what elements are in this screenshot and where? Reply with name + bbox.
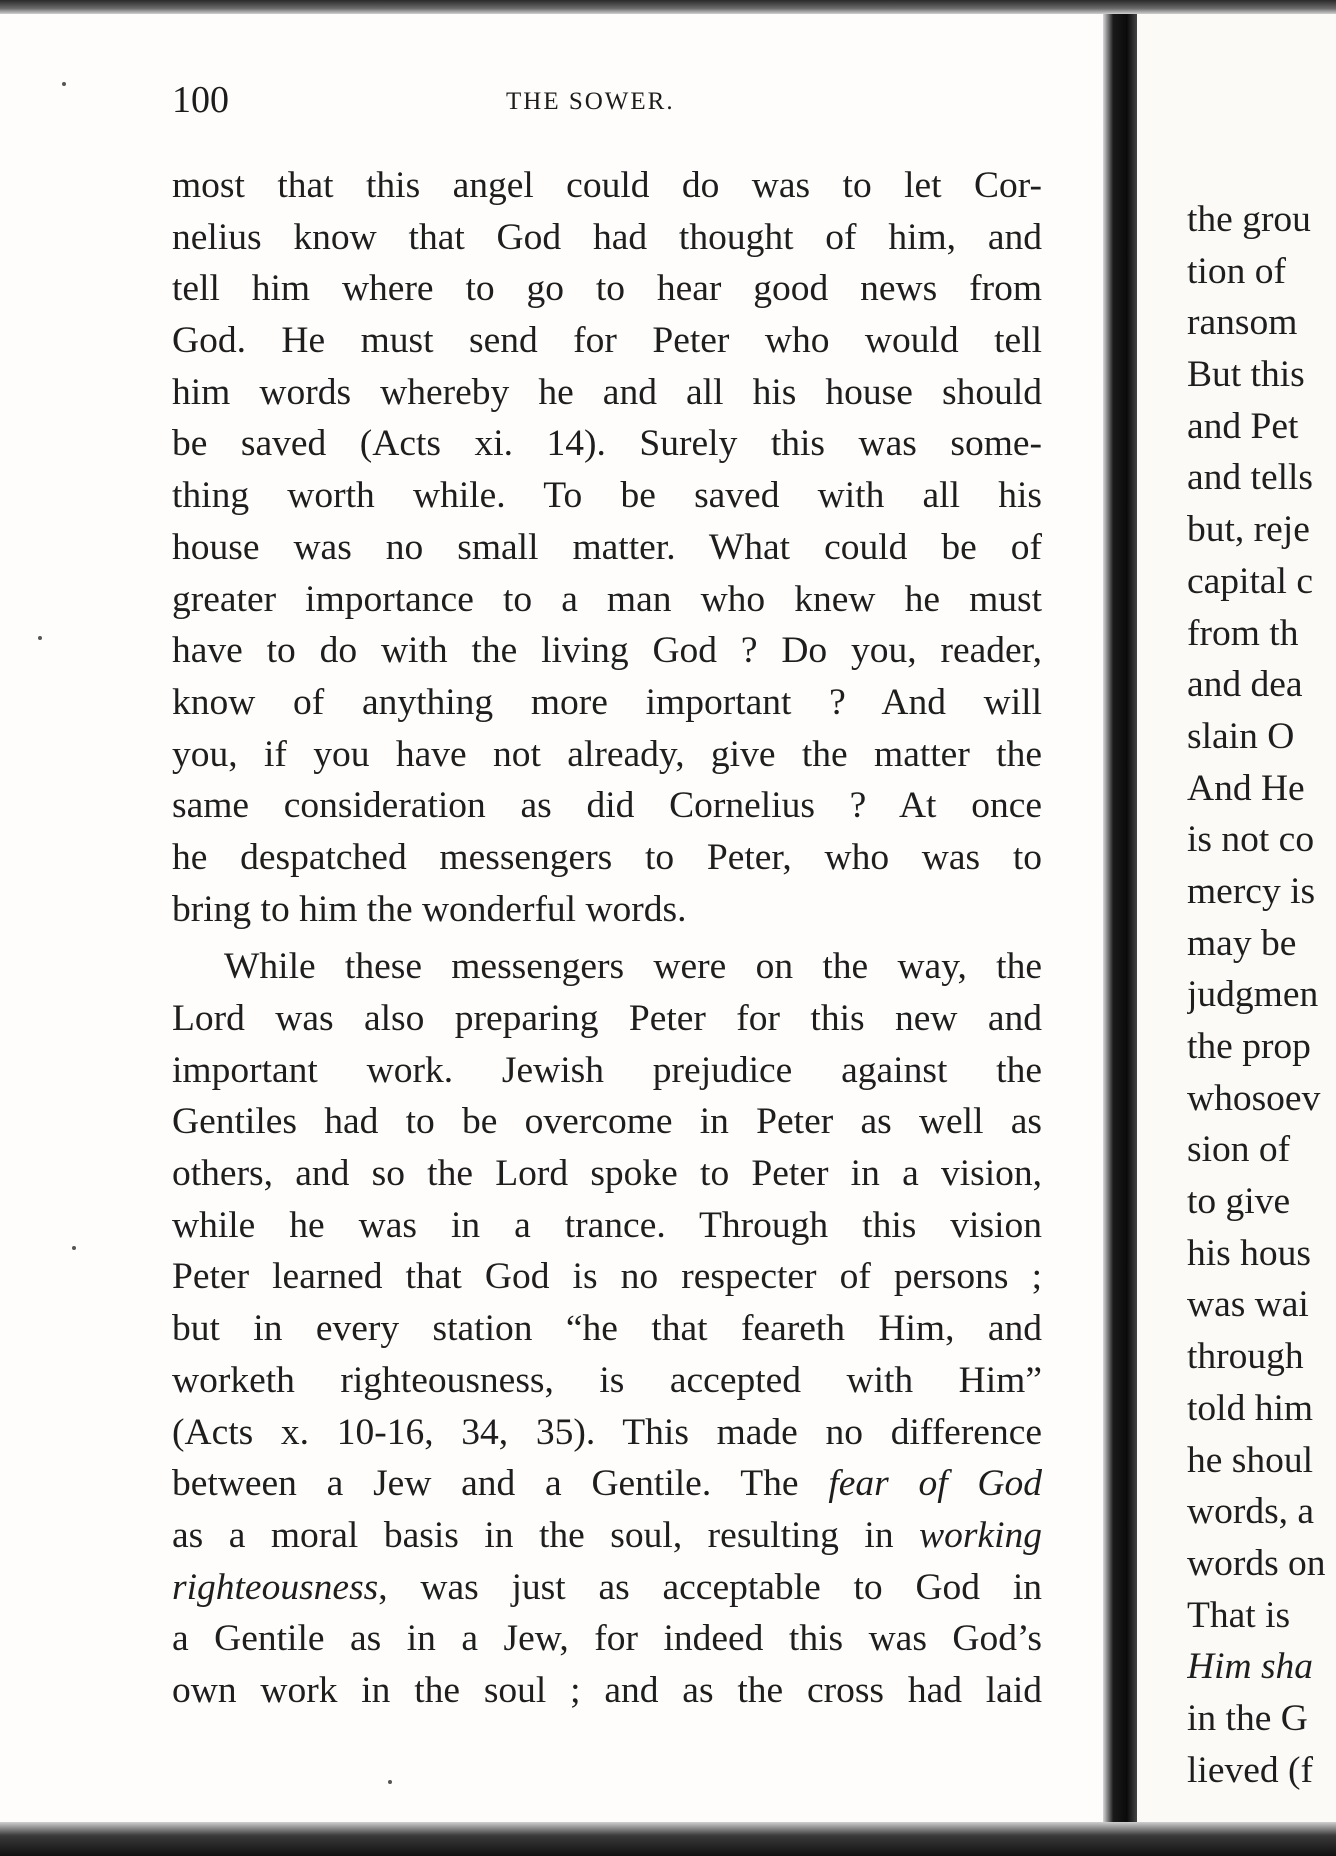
text-line: to give	[1187, 1181, 1291, 1223]
text-line: Lord was also preparing Peter for this new and	[172, 998, 1042, 1039]
body-text	[172, 160, 1042, 1717]
page-number: 100	[172, 79, 229, 121]
text-line: house was no small matter. What could be of	[172, 526, 1042, 568]
text-line: Gentiles had to be overcome in Peter as well as	[172, 1101, 1042, 1143]
text-line: And He	[1187, 767, 1305, 809]
text-line: thing worth while. To be saved with all his	[172, 475, 1042, 517]
text-line: That is	[1187, 1594, 1291, 1636]
text-line: he despatched messengers to Peter, who was to	[172, 836, 1042, 878]
text-line: Peter learned that God is no respecter of persons ;	[172, 1256, 1042, 1298]
text-line: God. He must send for Peter who would tell	[172, 320, 1042, 362]
text-line: judgmen	[1187, 974, 1319, 1016]
book-spine-shadow	[1103, 0, 1137, 1856]
text-line: (Acts x. 10-16, 34, 35). This made no difference	[172, 1411, 1042, 1453]
text-line: the prop	[1187, 1026, 1311, 1067]
text-line: but, reje	[1187, 509, 1310, 551]
text-line: worketh righteousness, is accepted with Him”	[172, 1359, 1042, 1401]
text-line: ransom	[1187, 302, 1298, 344]
text-line: most that this angel could do was to let Cor-	[172, 165, 1042, 206]
text-line: between a Jew and a Gentile. The fear of God	[172, 1463, 1042, 1505]
text-line: have to do with the living God ? Do you, reader,	[172, 630, 1042, 672]
text-line: important work. Jewish prejudice against the	[172, 1049, 1042, 1091]
text-line: slain O	[1187, 715, 1295, 757]
text-line: greater importance to a man who knew he must	[172, 578, 1042, 620]
text-line: from th	[1187, 612, 1299, 654]
text-line: may be	[1187, 922, 1297, 964]
text-line: tell him where to go to hear good news from	[172, 268, 1042, 310]
text-line: you, if you have not already, give the matter the	[172, 733, 1042, 775]
text-line: mercy is	[1187, 870, 1316, 912]
text-line: a Gentile as in a Jew, for indeed this was God’s	[172, 1618, 1042, 1660]
text-line: righteousness, was just as acceptable to God in	[172, 1566, 1042, 1608]
text-line: Him sha	[1187, 1646, 1314, 1688]
scan-bottom-edge	[0, 1822, 1336, 1856]
right-page	[1137, 14, 1336, 1822]
text-line: whosoev	[1187, 1077, 1321, 1119]
text-line: is not co	[1187, 819, 1315, 861]
page-header	[172, 78, 1042, 128]
text-line: through	[1187, 1336, 1304, 1378]
text-line: lieved (f	[1187, 1749, 1313, 1791]
text-line: his hous	[1187, 1232, 1311, 1274]
text-line: while he was in a trance. Through this vision	[172, 1204, 1042, 1246]
text-line: and dea	[1187, 664, 1303, 706]
scan-top-edge	[0, 0, 1336, 14]
text-line: nelius know that God had thought of him, and	[172, 216, 1042, 258]
text-line: know of anything more important ? And will	[172, 681, 1042, 723]
running-head: THE SOWER.	[506, 88, 675, 115]
text-line: capital c	[1187, 560, 1313, 602]
text-line: but in every station “he that feareth Him, and	[172, 1308, 1042, 1350]
text-line: But this	[1187, 354, 1305, 396]
text-line: own work in the soul ; and as the cross had laid	[172, 1669, 1042, 1711]
text-line: he shoul	[1187, 1439, 1314, 1481]
text-line: the grou	[1187, 199, 1311, 240]
text-line: tion of	[1187, 250, 1286, 292]
right-page-text	[1187, 174, 1336, 1796]
text-line: was wai	[1187, 1284, 1309, 1326]
text-line: be saved (Acts xi. 14). Surely this was some-	[172, 423, 1042, 465]
text-line: and Pet	[1187, 405, 1299, 447]
text-line: While these messengers were on the way, the	[224, 946, 1042, 988]
text-line: as a moral basis in the soul, resulting in working	[172, 1514, 1042, 1556]
text-line: told him	[1187, 1387, 1314, 1429]
text-line: bring to him the wonderful words.	[172, 888, 687, 930]
text-line: sion of	[1187, 1129, 1291, 1171]
text-line: in the G	[1187, 1697, 1308, 1739]
text-line: him words whereby he and all his house should	[172, 371, 1042, 413]
text-line: others, and so the Lord spoke to Peter in a vision,	[172, 1153, 1042, 1195]
text-line: and tells	[1187, 457, 1314, 499]
text-line: words, a	[1187, 1491, 1315, 1533]
text-line: same consideration as did Cornelius ? At once	[172, 785, 1042, 827]
text-line: words on	[1187, 1542, 1326, 1584]
